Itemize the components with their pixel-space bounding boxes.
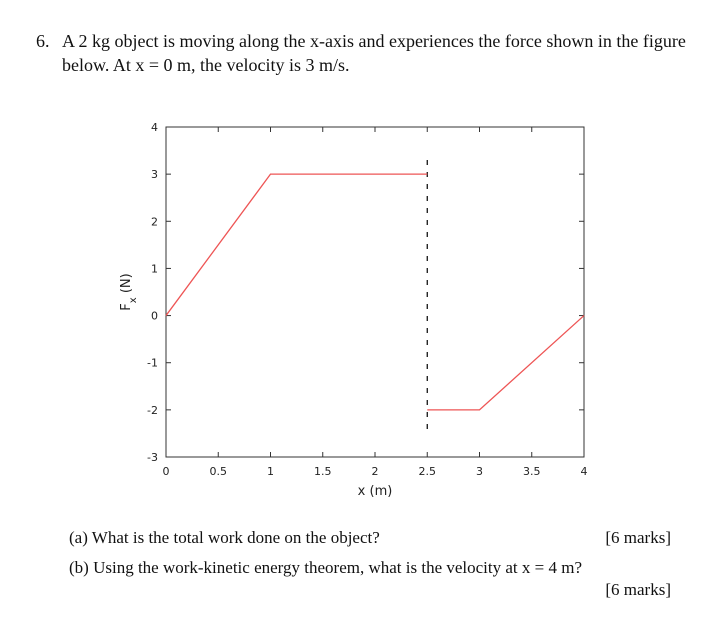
plot-frame: [166, 127, 584, 457]
question-number: 6.: [36, 31, 50, 51]
part-a-question: (a) What is the total work done on the object?: [69, 528, 380, 547]
y-tick-label: 0: [151, 309, 158, 323]
y-tick-label: 2: [151, 215, 158, 229]
question-text-line-1: A 2 kg object is moving along the x-axis and experiences the force shown in the figure: [62, 31, 686, 51]
x-tick-label: 3.5: [523, 465, 541, 478]
x-tick-label: 1.5: [314, 465, 332, 478]
y-tick-labels: [147, 121, 158, 464]
question-text-line-2: below. At x = 0 m, the velocity is 3 m/s.: [62, 55, 350, 75]
y-axis-label: [119, 273, 139, 310]
force-series-line: [166, 174, 427, 315]
x-tick-label: 0.5: [209, 465, 227, 478]
y-axis-label-unit: (N): [119, 273, 134, 298]
x-tick-label: 2.5: [418, 465, 436, 478]
x-axis-label: x (m): [357, 484, 393, 499]
x-tick-label: 0: [162, 465, 170, 478]
force-series: [166, 174, 584, 410]
x-tick-labels: [163, 465, 588, 478]
part-b-marks: [6 marks]: [605, 580, 671, 599]
x-tick-label: 1: [267, 465, 274, 478]
y-tick-label: 3: [151, 168, 158, 182]
part-a-marks: [6 marks]: [605, 528, 671, 547]
y-axis-label-main: F: [119, 303, 134, 311]
x-tick-label: 4: [580, 465, 588, 478]
y-tick-label: -1: [147, 356, 158, 370]
x-tick-label: 3: [476, 465, 483, 478]
tick-marks: [166, 127, 584, 457]
part-b-question: (b) Using the work-kinetic energy theorem, what is the velocity at x = 4 m?: [69, 558, 582, 577]
y-tick-label: 4: [151, 121, 158, 134]
x-tick-label: 2: [371, 465, 379, 478]
y-tick-label: -2: [147, 403, 158, 417]
force-series-line: [427, 316, 584, 410]
y-axis-label-subscript: x: [127, 297, 139, 304]
y-tick-label: -3: [147, 451, 158, 464]
y-tick-label: 1: [151, 262, 158, 276]
